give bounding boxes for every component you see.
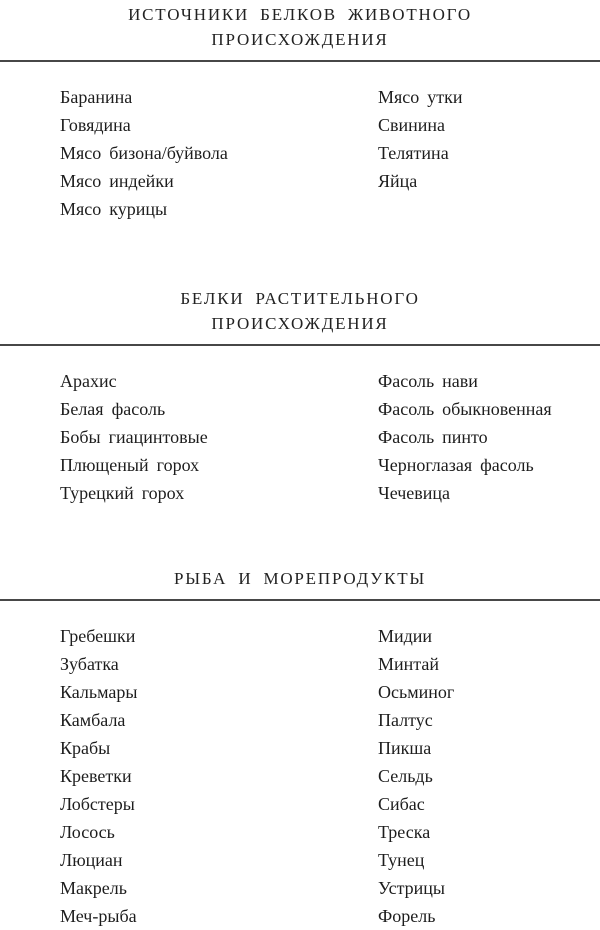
list-item: Мидии	[378, 626, 433, 646]
list-item: Крабы	[60, 738, 111, 758]
section-heading	[0, 566, 600, 591]
list-item: Камбала	[60, 710, 126, 730]
list-item: Лобстеры	[60, 794, 135, 814]
heading-rule	[0, 60, 600, 62]
list-item: Гребешки	[60, 626, 136, 646]
right-column	[378, 83, 600, 223]
list-item: Форель	[378, 906, 436, 926]
heading-rule	[0, 344, 600, 346]
list-item: Треска	[378, 822, 431, 842]
section-heading-line: ИСТОЧНИКИ БЕЛКОВ ЖИВОТНОГО	[128, 5, 472, 24]
list-item: Палтус	[378, 710, 433, 730]
list-item: Мясо утки	[378, 87, 463, 107]
section-heading-line: ПРОИСХОЖДЕНИЯ	[211, 314, 389, 333]
section-heading-line: БЕЛКИ РАСТИТЕЛЬНОГО	[180, 289, 420, 308]
list-item: Лосось	[60, 822, 115, 842]
list-item: Макрель	[60, 878, 127, 898]
left-column	[60, 622, 378, 930]
list-item: Фасоль пинто	[378, 427, 488, 447]
list-item: Сельдь	[378, 766, 433, 786]
list-item: Бобы гиацинтовые	[60, 427, 208, 447]
list-item: Люциан	[60, 850, 123, 870]
list-item: Говядина	[60, 115, 131, 135]
section-heading	[0, 286, 600, 336]
two-column-list	[0, 367, 600, 507]
list-item: Плющеный горох	[60, 455, 200, 475]
section-heading	[0, 2, 600, 52]
list-item: Пикша	[378, 738, 432, 758]
list-item: Сибас	[378, 794, 425, 814]
right-column	[378, 622, 600, 930]
list-item: Фасоль нави	[378, 371, 478, 391]
list-item: Меч-рыба	[60, 906, 137, 926]
section-animal-proteins	[0, 2, 600, 223]
two-column-list	[0, 83, 600, 223]
right-column	[378, 367, 600, 507]
list-item: Свинина	[378, 115, 446, 135]
list-item: Турецкий горох	[60, 483, 185, 503]
list-item: Чечевица	[378, 483, 451, 503]
section-heading-line: РЫБА И МОРЕПРОДУКТЫ	[173, 569, 427, 588]
section-plant-proteins	[0, 286, 600, 507]
section-fish-seafood	[0, 566, 600, 930]
list-item: Зубатка	[60, 654, 119, 674]
two-column-list	[0, 622, 600, 930]
list-item: Телятина	[378, 143, 449, 163]
list-item: Креветки	[60, 766, 132, 786]
list-item: Кальмары	[60, 682, 138, 702]
left-column	[60, 83, 378, 223]
list-item: Черноглазая фасоль	[378, 455, 534, 475]
list-item: Мясо индейки	[60, 171, 174, 191]
list-item: Минтай	[378, 654, 439, 674]
list-item: Тунец	[378, 850, 425, 870]
list-item: Фасоль обыкновенная	[378, 399, 552, 419]
list-item: Мясо курицы	[60, 199, 168, 219]
left-column	[60, 367, 378, 507]
heading-rule	[0, 599, 600, 601]
list-item: Арахис	[60, 371, 117, 391]
list-item: Мясо бизона/буйвола	[60, 143, 228, 163]
list-item: Яйца	[378, 171, 418, 191]
section-heading-line: ПРОИСХОЖДЕНИЯ	[211, 30, 389, 49]
list-item: Устрицы	[378, 878, 446, 898]
list-item: Баранина	[60, 87, 133, 107]
list-item: Осьминог	[378, 682, 455, 702]
list-item: Белая фасоль	[60, 399, 166, 419]
